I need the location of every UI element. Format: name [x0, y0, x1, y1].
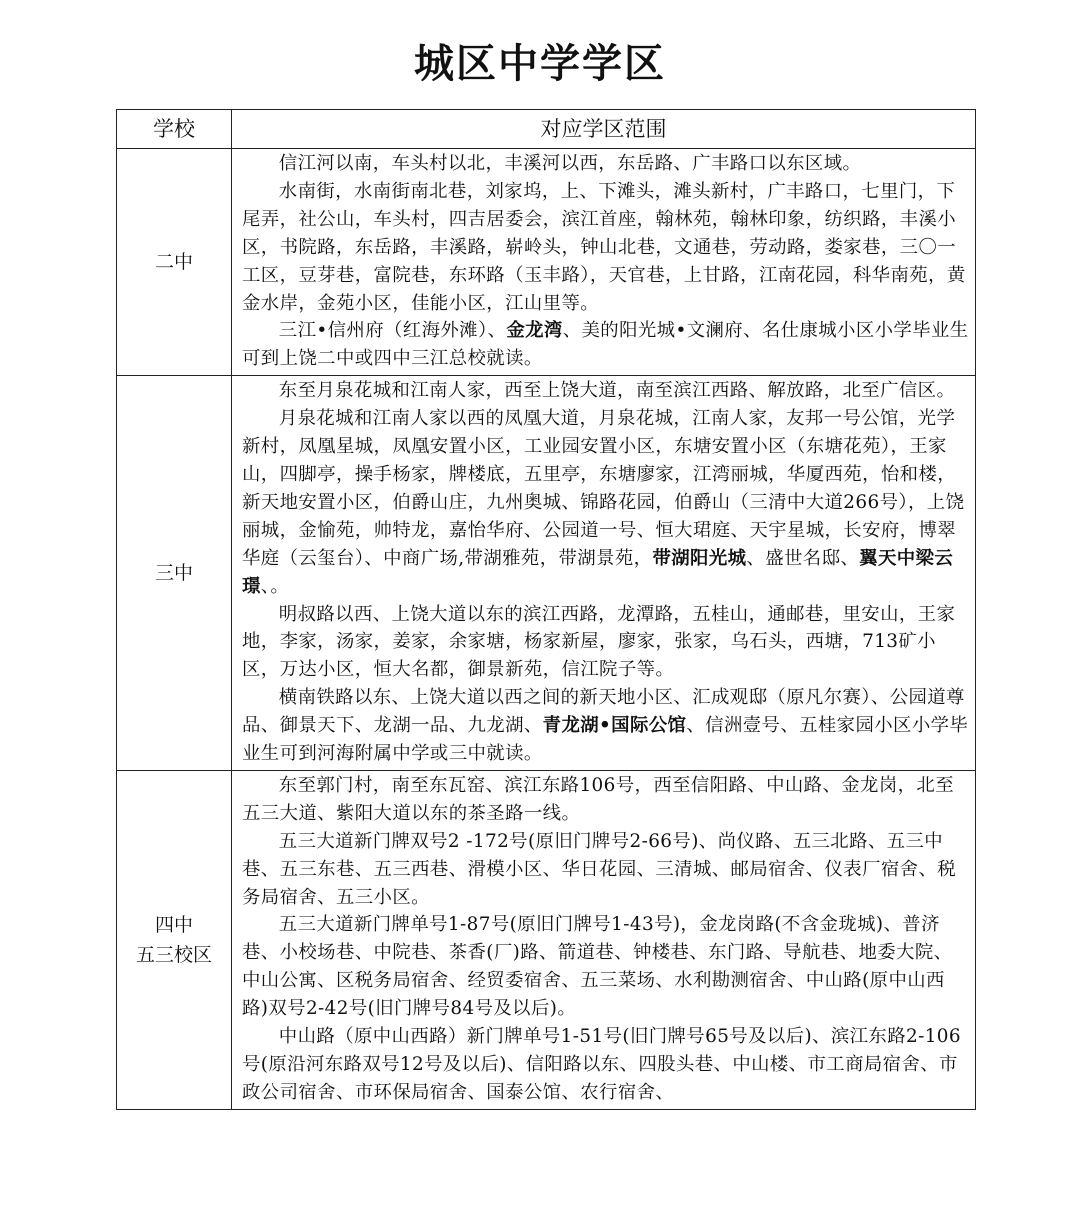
table-row — [117, 149, 976, 376]
highlighted-community: 金龙湾 — [506, 320, 563, 342]
highlighted-community: 翼天中梁云璟 — [242, 547, 954, 597]
range-text: 明叔路以西、上饶大道以东的滨江西路，龙潭路，五桂山，通邮巷，里安山，王家地，李家，汤家，姜家，余家塘，杨家新屋，廖家，张家，乌石头，西塘，713矿小区，万达小区，恒大名都，御景新苑，信江院子等。 — [242, 603, 956, 681]
range-text: 、盛世名邸、 — [746, 547, 860, 569]
range-paragraph — [242, 828, 969, 912]
range-text: 信江河以南，车头村以北，丰溪河以西，东岳路、广丰路口以东区域。 — [278, 153, 862, 174]
range-text: 五三大道新门牌双号2 -172号(原旧门牌号2-66号)、尚仪路、五三北路、五三中巷、五三东巷、五三西巷、滑模小区、华日花园、三清城、邮局宿舍、仪表厂宿舍、税务局宿舍、五三小区。 — [242, 830, 957, 908]
school-name-line: 二中 — [154, 251, 193, 274]
table-row — [117, 770, 976, 1109]
range-paragraph — [242, 405, 969, 600]
range-paragraph — [242, 911, 969, 1023]
school-name-line: 四中 — [154, 913, 193, 936]
range-text: 、。 — [260, 575, 290, 597]
range-paragraph — [242, 772, 969, 828]
district-range-cell — [232, 770, 976, 1109]
school-name-line: 三中 — [154, 562, 193, 585]
range-paragraph — [242, 150, 969, 178]
range-paragraph — [242, 1023, 969, 1107]
school-name-cell — [117, 149, 232, 376]
highlighted-community: 带湖阳光城 — [652, 547, 747, 569]
range-text: 三江•信州府（红海外滩）、 — [278, 320, 507, 342]
range-text: 横南铁路以东、上饶大道以西之间的新天地小区、汇成观邸（原凡尔赛）、公园道尊品、御景天下、龙湖一品、九龙湖、 — [242, 687, 965, 737]
document-title: 城区中学学区 — [414, 40, 666, 87]
range-text: 、美的阳光城•文澜府、名仕康城小区小学毕业生可到上饶二中或四中三江总校就读。 — [242, 320, 969, 370]
range-paragraph — [242, 178, 969, 318]
header-district-range: 对应学区范围 — [232, 110, 976, 149]
school-district-table — [116, 109, 976, 1110]
range-text: 东至月泉花城和江南人家，西至上饶大道，南至滨江西路、解放路，北至广信区。 — [278, 380, 956, 402]
range-paragraph — [242, 377, 969, 405]
range-paragraph — [242, 317, 969, 373]
range-text: 水南街，水南街南北巷，刘家坞，上、下滩头，滩头新村，广丰路口，七里门，下尾弄，社公山，车头村，四吉居委会，滨江首座，翰林苑，翰林印象，纺织路，丰溪小区，书院路，东岳路，丰溪路，崭岭头，钟山北巷，文通巷，劳动路，娄家巷，三〇一工区，豆芽巷，富院巷，东环路（玉丰路），天官巷，上甘路，江南花园，科华南苑，黄金水岸，金苑小区，佳能小区，江山里等。 — [242, 180, 966, 314]
table-body — [117, 149, 976, 1110]
district-range-cell — [232, 149, 976, 376]
range-text: 、信洲壹号、五桂家园小区小学毕业生可到河海附属中学或三中就读。 — [242, 715, 969, 765]
range-paragraph — [242, 684, 969, 768]
range-text: 月泉花城和江南人家以西的凤凰大道，月泉花城，江南人家，友邦一号公馆，光学新村，凤凰星城，凤凰安置小区，工业园安置小区，东塘安置小区（东塘花苑），王家山，四脚亭，操手杨家，牌楼底，五里亭，东塘廖家，江湾丽城，华厦西苑，怡和楼，新天地安置小区，伯爵山庄，九州奥城、锦路花园，伯爵山（三清中大道266号），上饶丽城，金愉苑，帅特龙，嘉怡华府、公园道一号、恒大珺庭、天宇星城，长安府，博翠华庭（云玺台）、中商广场,带湖雅苑，带湖景苑， — [242, 408, 965, 569]
school-name-cell — [117, 770, 232, 1109]
range-text: 东至郭门村，南至东瓦窑、滨江东路106号，西至信阳路、中山路、金龙岗，北至五三大道、紫阳大道以东的茶圣路一线。 — [242, 774, 954, 824]
range-text: 五三大道新门牌单号1-87号(原旧门牌号1-43号)，金龙岗路(不含金珑城)、普济巷、小校场巷、中院巷、茶香(厂)路、箭道巷、钟楼巷、东门路、导航巷、地委大院、中山公寓、区税务局宿舍、经贸委宿舍、五三菜场、水利勘测宿舍、中山路(原中山西路)双号2-42号(旧门牌号84号及以后)。 — [242, 914, 953, 1020]
table-row — [117, 376, 976, 771]
school-name-line: 五三校区 — [135, 943, 212, 966]
table-header-row — [117, 110, 976, 149]
range-paragraph — [242, 601, 969, 685]
highlighted-community: 青龙湖•国际公馆 — [542, 715, 687, 737]
range-text: 中山路（原中山西路）新门牌单号1-51号(旧门牌号65号及以后)、滨江东路2-106号(原沿河东路双号12号及以后)、信阳路以东、四股头巷、中山楼、市工商局宿舍、市政公司宿舍、市环保局宿舍、国泰公馆、农行宿舍、 — [242, 1026, 962, 1103]
district-range-cell — [232, 376, 976, 771]
school-name-cell — [117, 376, 232, 771]
header-school: 学校 — [117, 110, 232, 149]
